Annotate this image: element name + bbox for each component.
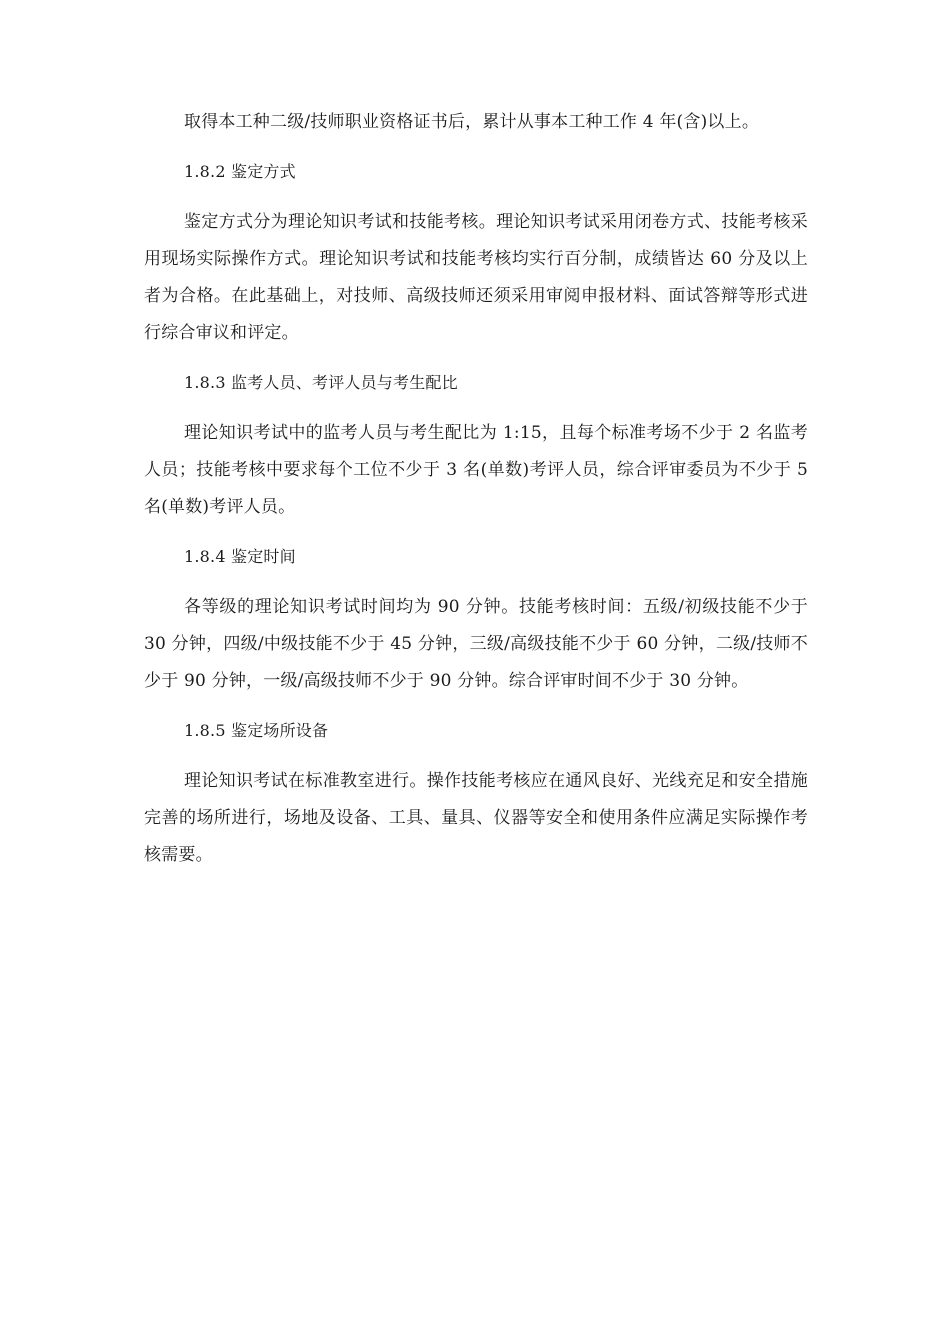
heading-staff-ratio: 1.8.3 监考人员、考评人员与考生配比 (184, 373, 458, 392)
document-page (144, 104, 808, 874)
heading-assessment-method: 1.8.2 鉴定方式 (184, 162, 296, 181)
paragraph-staff-ratio: 理论知识考试中的监考人员与考生配比为 1:15，且每个标准考场不少于 2 名监考人员；技能考核中要求每个工位不少于 3 名(单数)考评人员，综合评审委员为不少于 5 名(单数)考评人员。 (144, 423, 808, 517)
heading-venue-equipment: 1.8.5 鉴定场所设备 (184, 721, 329, 740)
paragraph-venue-equipment: 理论知识考试在标准教室进行。操作技能考核应在通风良好、光线充足和安全措施完善的场所进行，场地及设备、工具、量具、仪器等安全和使用条件应满足实际操作考核需要。 (144, 771, 808, 865)
paragraph-assessment-time: 各等级的理论知识考试时间均为 90 分钟。技能考核时间：五级/初级技能不少于 30 分钟，四级/中级技能不少于 45 分钟，三级/高级技能不少于 60 分钟，二级/技师不少于 90 分钟，一级/高级技师不少于 90 分钟。综合评审时间不少于 30 分钟。 (144, 597, 808, 691)
heading-assessment-time: 1.8.4 鉴定时间 (184, 547, 296, 566)
paragraph-eligibility: 取得本工种二级/技师职业资格证书后，累计从事本工种工作 4 年(含)以上。 (184, 112, 760, 132)
paragraph-assessment-method: 鉴定方式分为理论知识考试和技能考核。理论知识考试采用闭卷方式、技能考核采用现场实际操作方式。理论知识考试和技能考核均实行百分制，成绩皆达 60 分及以上者为合格。在此基础上，对技师、高级技师还须采用审阅申报材料、面试答辩等形式进行综合审议和评定。 (144, 212, 808, 343)
